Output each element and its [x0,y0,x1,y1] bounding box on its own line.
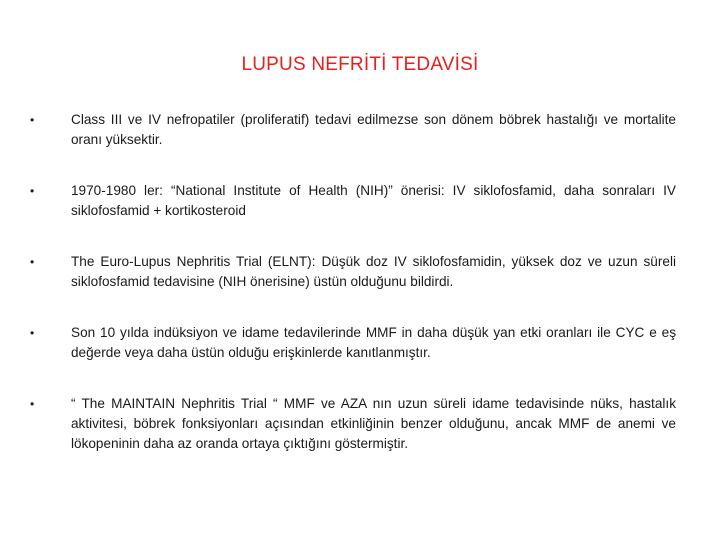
bullet-item-5 [30,394,676,454]
bullet-marker: • [30,184,35,198]
bullet-text: Class III ve IV nefropatiler (proliferatif) tedavi edilmezse son dönem böbrek hastalığı ve mortalite oranı yüksektir. [71,112,676,147]
bullet-text: 1970-1980 ler: “National Institute of Health (NIH)” önerisi: IV siklofosfamid, daha sonraları IV siklofosfamid + kortikosteroid [71,183,676,218]
bullet-item-3 [30,252,676,292]
slide-title: LUPUS NEFRİTİ TEDAVİSİ [241,54,479,75]
bullet-item-4 [30,323,676,363]
bullet-text: Son 10 yılda indüksiyon ve idame tedavilerinde MMF in daha düşük yan etki oranları ile CYC e eş değerde veya daha üstün olduğu erişkinlerde kanıtlanmıştır. [71,325,676,360]
bullet-marker: • [30,255,35,269]
bullet-list [30,110,676,454]
bullet-text: “ The MAINTAIN Nephritis Trial “ MMF ve AZA nın uzun süreli idame tedavisinde nüks, hastalık aktivitesi, böbrek fonksiyonları açısından etkinliğinin benzer olduğunu, ancak MMF de anemi ve lökopeninin daha az oranda ortaya çıktığını göstermiştir. [71,396,676,451]
bullet-item-2 [30,181,676,221]
bullet-marker: • [30,326,35,340]
bullet-marker: • [30,113,35,127]
bullet-marker: • [30,397,35,411]
bullet-text: The Euro-Lupus Nephritis Trial (ELNT): Düşük doz IV siklofosfamidin, yüksek doz ve uzun süreli siklofosfamid tedavisine (NIH önerisine) üstün olduğunu bildirdi. [71,254,676,289]
bullet-item-1 [30,110,676,150]
